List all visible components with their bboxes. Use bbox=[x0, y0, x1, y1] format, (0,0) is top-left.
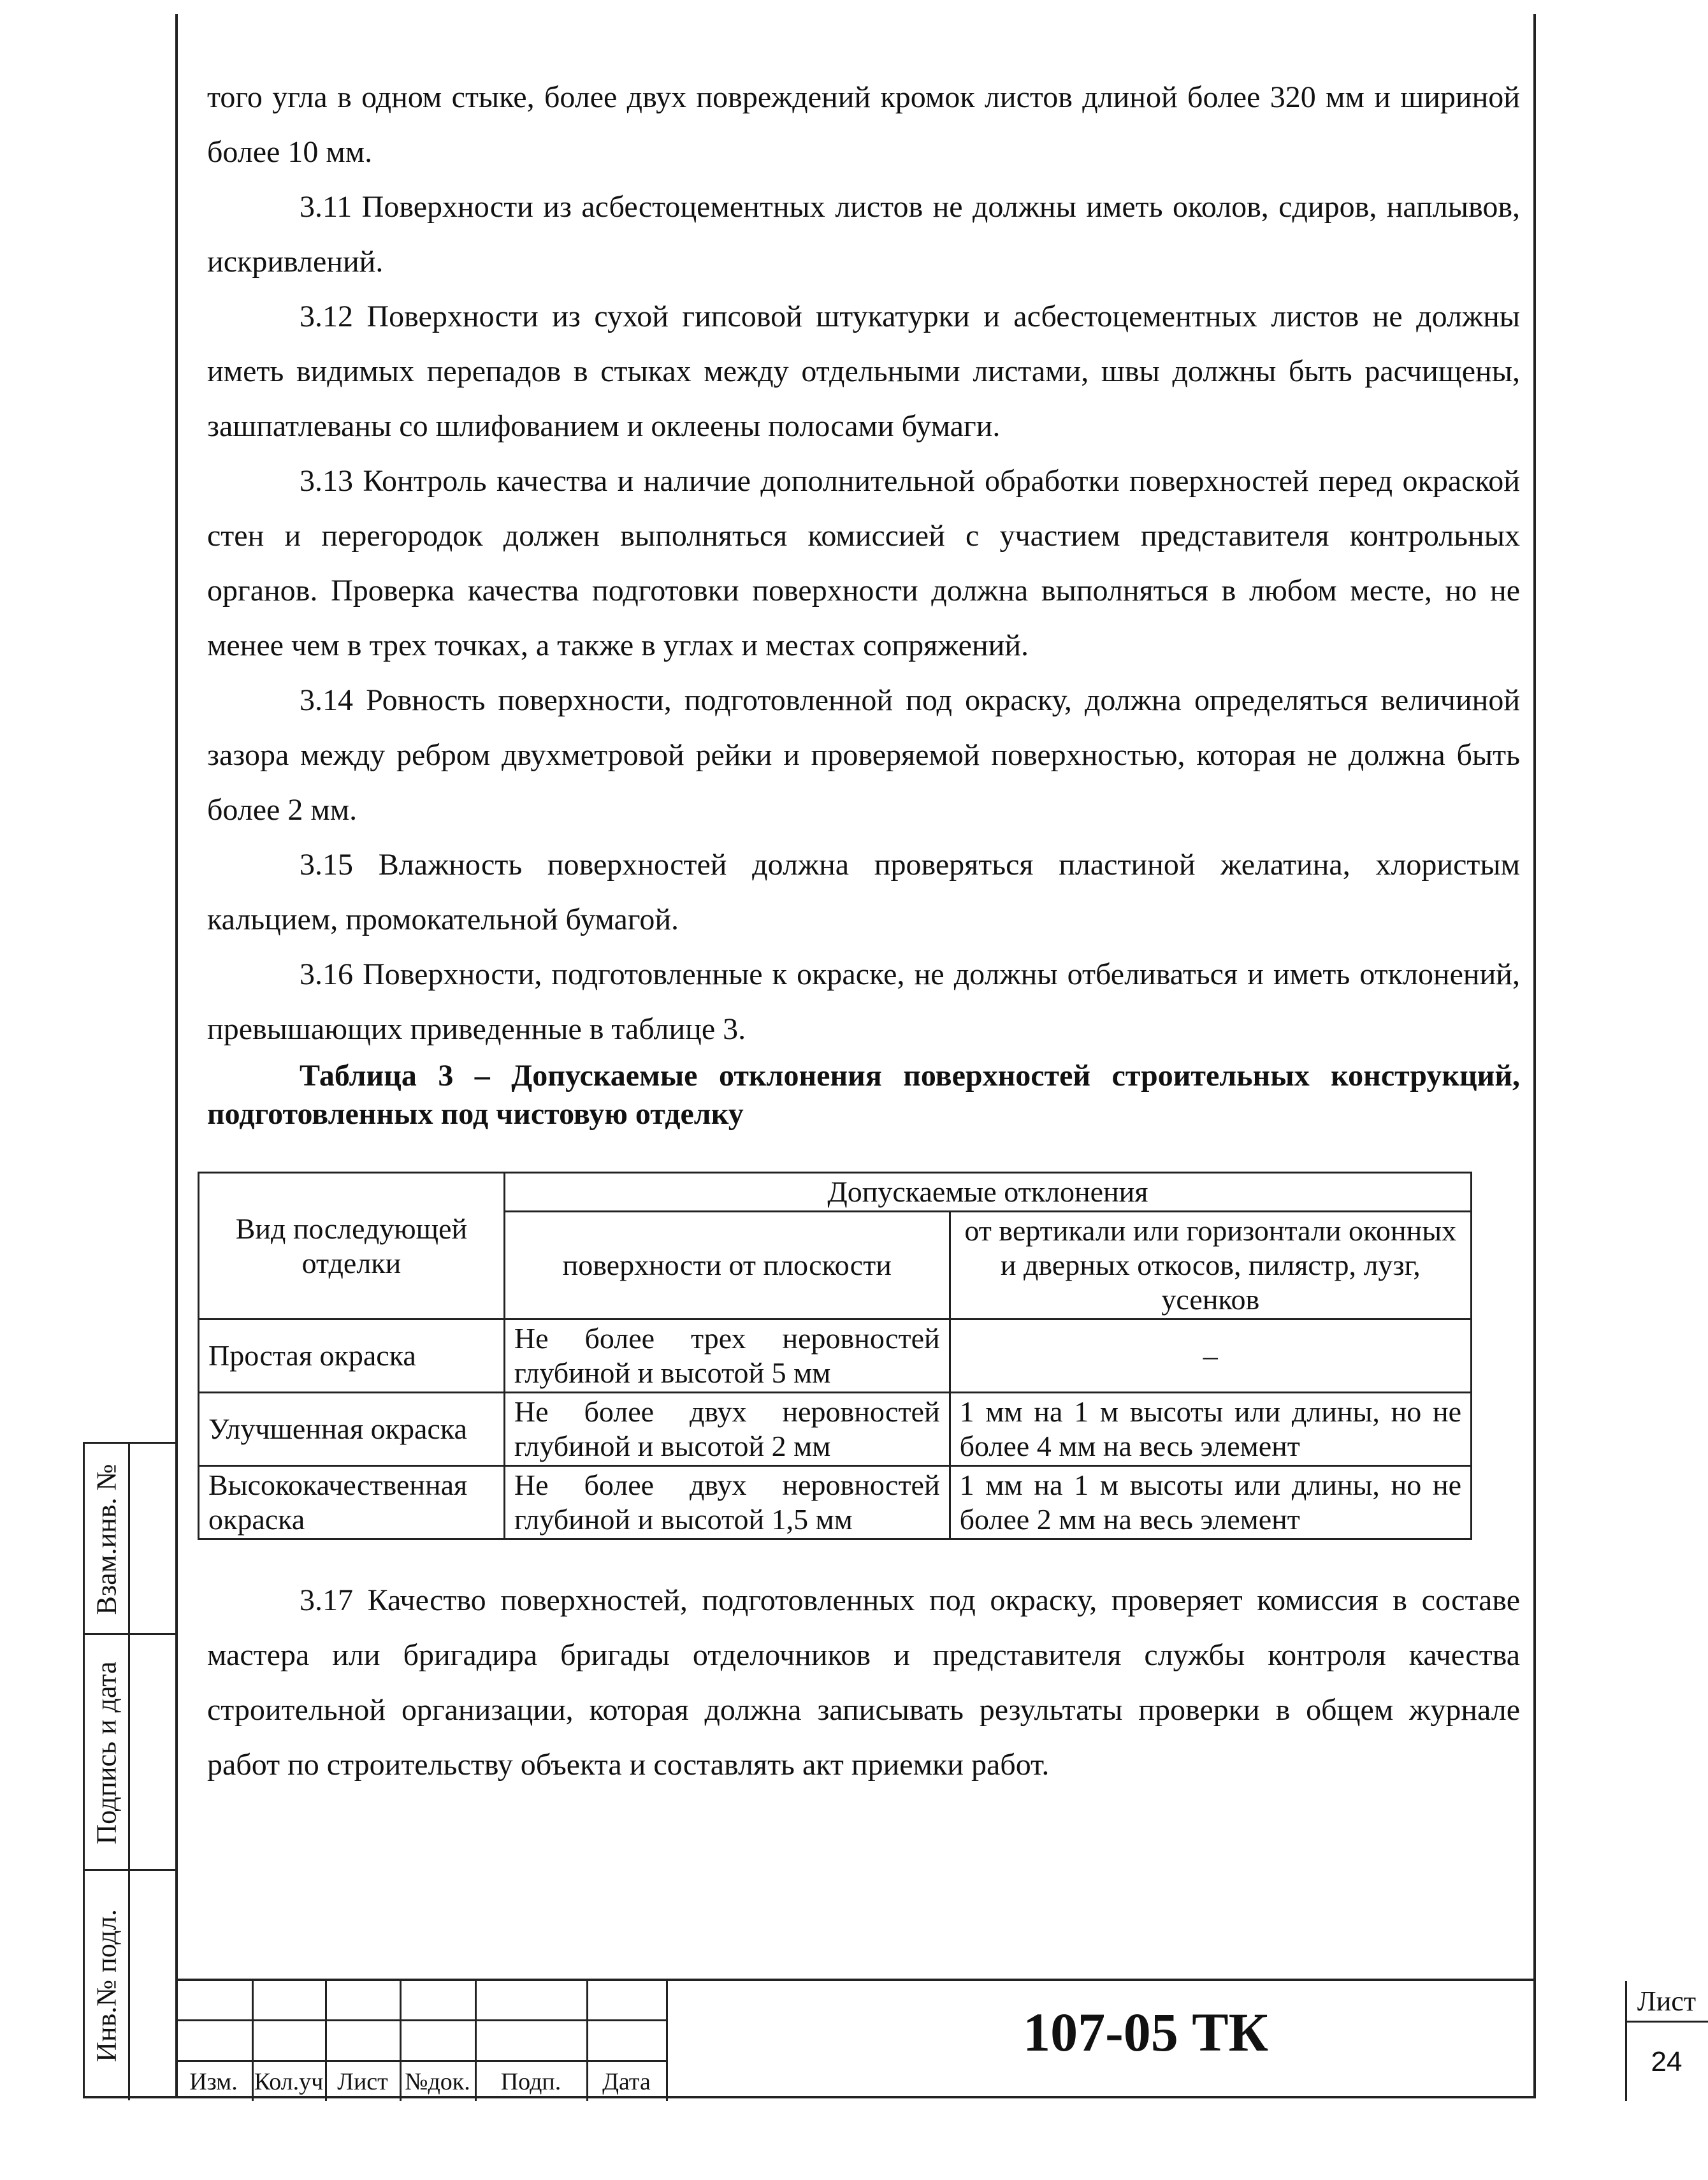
tb-header-data: Дата bbox=[602, 2068, 651, 2095]
stamp-label-vzam: Взам.инв. № bbox=[90, 1464, 122, 1615]
table-row bbox=[199, 1319, 1472, 1393]
stamp-cell-podpis bbox=[85, 1633, 177, 1871]
table-caption: Таблица 3 – Допускаемые отклонения поверхностей строительных конструкций, подготовленных под чистовую отделку bbox=[207, 1059, 1520, 1131]
paragraph-3-12: 3.12 Поверхности из сухой гипсовой штукатурки и асбестоцементных листов не должны иметь видимых перепадов в стыках между отдельными листами, швы должны быть расчищены, зашпатлеваны со шлифованием и оклеены полосами бумаги. bbox=[207, 300, 1520, 443]
stamp-label-inv: Инв.№ подл. bbox=[90, 1909, 122, 2062]
body-text-bottom bbox=[207, 1573, 1520, 1792]
header-surface-plane: поверхности от плоскости bbox=[504, 1212, 950, 1319]
deviations-table bbox=[198, 1172, 1472, 1540]
paragraph-3-14: 3.14 Ровность поверхности, подготовленной под окраску, должна определяться величиной зазора между ребром двухметровой рейки и проверяемой поверхностью, которая не должна быть более 2 мм. bbox=[207, 683, 1520, 827]
stamp-cell-vzam bbox=[85, 1442, 177, 1635]
table-row bbox=[199, 1393, 1472, 1466]
paragraph-3-11: 3.11 Поверхности из асбестоцементных листов не должны иметь околов, сдиров, наплывов, искривлений. bbox=[207, 190, 1520, 279]
document-code: 107-05 ТК bbox=[1023, 2002, 1268, 2063]
cell-finish: Простая окраска bbox=[199, 1319, 505, 1393]
tb-header-kol: Кол.уч bbox=[254, 2068, 324, 2095]
tb-header-podp: Подп. bbox=[500, 2068, 561, 2095]
cell-finish: Высококачественная окраска bbox=[199, 1466, 505, 1539]
cell-vertical: – bbox=[950, 1319, 1471, 1393]
title-block bbox=[175, 1979, 1697, 2101]
paragraph-continuation: того угла в одном стыке, более двух повреждений кромок листов длиной более 320 мм и шириной более 10 мм. bbox=[207, 80, 1520, 169]
tb-header-izm: Изм. bbox=[189, 2068, 238, 2095]
cell-plane: Не более двух неровностей глубиной и высотой 2 мм bbox=[504, 1393, 950, 1466]
tb-header-list: Лист bbox=[337, 2068, 388, 2095]
paragraph-3-17: 3.17 Качество поверхностей, подготовленных под окраску, проверяет комиссия в составе мастера или бригадира бригады отделочников и представителя службы контроля качества строительной организации, которая должна записывать результаты проверки в общем журнале работ по строительству объекта и составлять акт приемки работ. bbox=[207, 1583, 1520, 1782]
header-vertical-horizontal: от вертикали или горизонтали оконных и дверных откосов, пилястр, лузг, усенков bbox=[950, 1212, 1471, 1319]
frame-right-line bbox=[1533, 14, 1536, 2098]
cell-plane: Не более двух неровностей глубиной и высотой 1,5 мм bbox=[504, 1466, 950, 1539]
cell-vertical: 1 мм на 1 м высоты или длины, но не более 2 мм на весь элемент bbox=[950, 1466, 1471, 1539]
cell-finish: Улучшенная окраска bbox=[199, 1393, 505, 1466]
header-allowed-deviations: Допускаемые отклонения bbox=[504, 1173, 1471, 1212]
table-row bbox=[199, 1466, 1472, 1539]
side-stamp bbox=[83, 1442, 177, 2098]
tb-header-ndok: №док. bbox=[405, 2068, 470, 2095]
paragraph-3-16: 3.16 Поверхности, подготовленные к окраске, не должны отбеливаться и иметь отклонений, превышающих приведенные в таблице 3. bbox=[207, 957, 1520, 1046]
cell-vertical: 1 мм на 1 м высоты или длины, но не более 4 мм на весь элемент bbox=[950, 1393, 1471, 1466]
paragraph-3-15: 3.15 Влажность поверхностей должна проверяться пластиной желатина, хлористым кальцием, промокательной бумагой. bbox=[207, 848, 1520, 936]
cell-plane: Не более трех неровностей глубиной и высотой 5 мм bbox=[504, 1319, 950, 1393]
header-finish-type: Вид последующей отделки bbox=[199, 1173, 505, 1319]
sheet-label: Лист bbox=[1625, 1982, 1708, 2023]
body-text-top bbox=[207, 70, 1520, 1133]
sheet-number: 24 bbox=[1651, 2046, 1683, 2077]
stamp-label-podpis: Подпись и дата bbox=[90, 1661, 122, 1845]
paragraph-3-13: 3.13 Контроль качества и наличие дополнительной обработки поверхностей перед окраской стен и перегородок должен выполняться комиссией с участием представителя контрольных органов. Проверка качества подготовки поверхности должна выполняться в любом месте, но не менее чем в трех точках, а также в углах и местах сопряжений. bbox=[207, 464, 1520, 662]
stamp-cell-inv bbox=[85, 1869, 177, 2100]
